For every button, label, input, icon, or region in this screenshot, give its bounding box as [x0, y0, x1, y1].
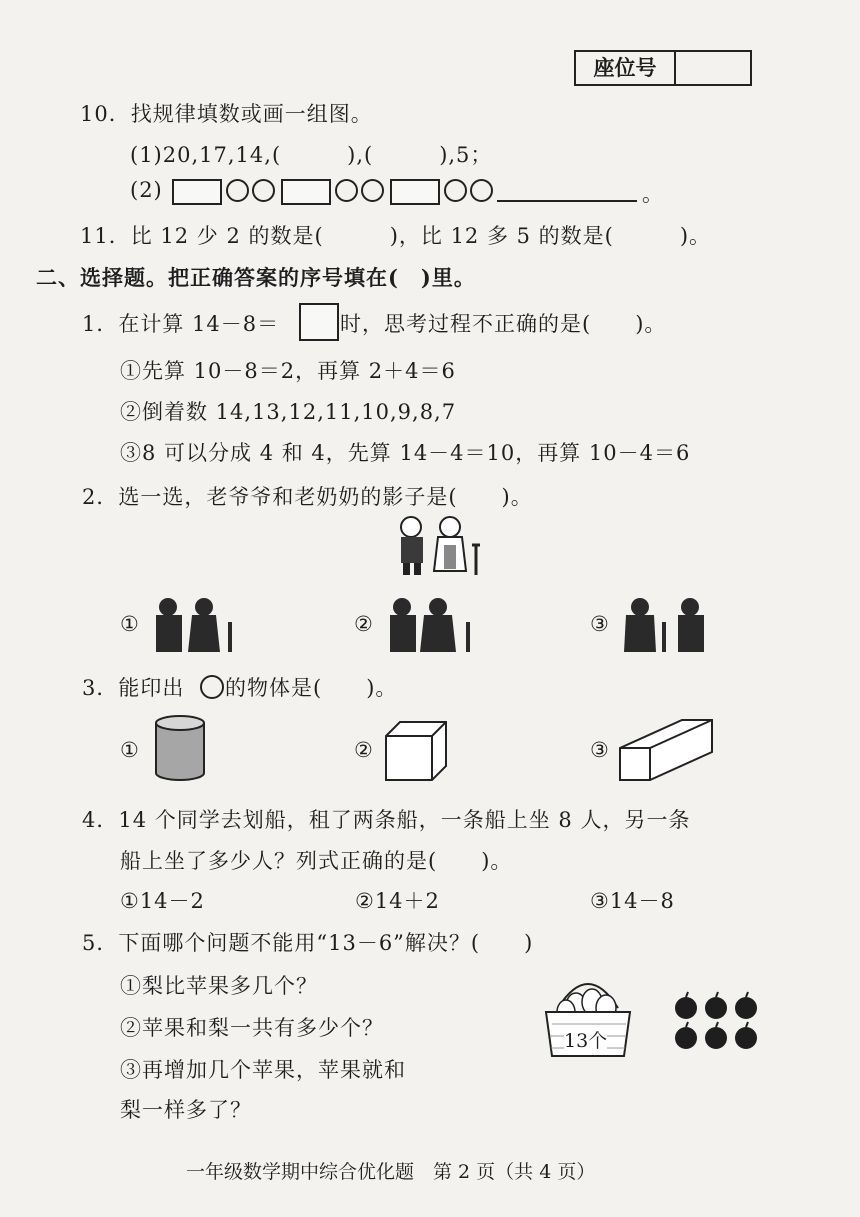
- q10-title: 10．找规律填数或画一组图。: [80, 102, 373, 126]
- section2-title: 二、选择题。把正确答案的序号填在( )里。: [36, 265, 476, 290]
- pattern-circle: [444, 179, 467, 202]
- pattern-circle: [361, 179, 384, 202]
- c3-option3-marker: ③: [590, 738, 609, 762]
- q10-part2-end: 。: [642, 182, 664, 206]
- c4-question-line1: 4．14 个同学去划船，租了两条船，一条船上坐 8 人，另一条: [82, 808, 691, 832]
- pattern-square: [172, 179, 222, 205]
- c5-option3-line1: ③再增加几个苹果，苹果就和: [120, 1058, 406, 1082]
- c3-question-a: 3．能印出: [82, 676, 185, 700]
- c5-option3-line2: 梨一样多了？: [120, 1098, 252, 1122]
- c2-option2-marker: ②: [354, 612, 373, 636]
- c5-option1: ①梨比苹果多几个？: [120, 974, 318, 998]
- c2-question: 2．选一选，老爷爷和老奶奶的影子是( )。: [82, 485, 533, 509]
- c2-option3-marker: ③: [590, 612, 609, 636]
- basket-count-label: 13个: [564, 1026, 607, 1053]
- page-footer: 一年级数学期中综合优化题 第 2 页（共 4 页）: [186, 1161, 596, 1183]
- c5-option2: ②苹果和梨一共有多少个？: [120, 1016, 384, 1040]
- c3-question-b: 的物体是( )。: [225, 676, 398, 700]
- c1-answer-box: [299, 303, 339, 341]
- c1-option2: ②倒着数 14,13,12,11,10,9,8,7: [120, 400, 457, 424]
- c4-option1: ①14－2: [120, 889, 205, 913]
- pattern-circle: [252, 179, 275, 202]
- c1-option3: ③8 可以分成 4 和 4，先算 14－4＝10，再算 10－4＝6: [120, 441, 691, 465]
- q11-text: 11．比 12 少 2 的数是( )，比 12 多 5 的数是( )。: [80, 224, 712, 248]
- pattern-square: [281, 179, 331, 205]
- c2-shadow-option3-image: [620, 598, 712, 652]
- c1-option1: ①先算 10－8＝2，再算 2＋4＝6: [120, 359, 456, 383]
- cuboid-image: [618, 718, 714, 782]
- c2-option1-marker: ①: [120, 612, 139, 636]
- seat-number-label: 座位号: [576, 52, 676, 84]
- c1-question-b: 时，思考过程不正确的是( )。: [340, 312, 667, 336]
- pattern-circle: [335, 179, 358, 202]
- grandparents-figure: [392, 515, 488, 577]
- c2-shadow-option1-image: [150, 598, 240, 652]
- cylinder-image: [152, 714, 208, 782]
- seat-number-box: [574, 50, 752, 86]
- circle-icon: [200, 675, 224, 699]
- pattern-circle: [470, 179, 493, 202]
- answer-blank-line: [497, 200, 637, 202]
- cube-image: [384, 720, 450, 782]
- c4-question-line2: 船上坐了多少人？列式正确的是( )。: [120, 849, 513, 873]
- pattern-circle: [226, 179, 249, 202]
- c5-question: 5．下面哪个问题不能用“13－6”解决？( ): [82, 931, 534, 955]
- pattern-square: [390, 179, 440, 205]
- c4-option2: ②14＋2: [355, 889, 440, 913]
- c1-question-a: 1．在计算 14－8＝: [82, 312, 280, 336]
- q10-part2-label: (2): [130, 178, 163, 202]
- c3-option2-marker: ②: [354, 738, 373, 762]
- apples-group-image: [672, 994, 764, 1054]
- c2-shadow-option2-image: [384, 598, 476, 652]
- c3-option1-marker: ①: [120, 738, 139, 762]
- c4-option3: ③14－8: [590, 889, 675, 913]
- q10-part1: (1)20,17,14,( ),( ),5；: [130, 143, 493, 167]
